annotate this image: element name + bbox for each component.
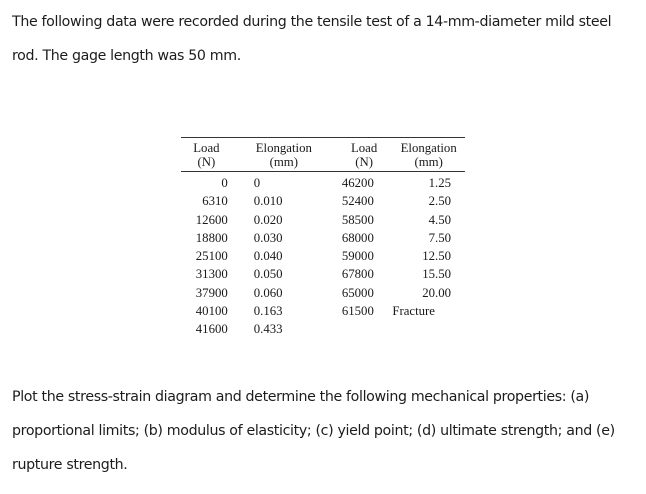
load-cell: 41600 (195, 322, 228, 337)
header-elongation-2: Elongation (mm) (400, 141, 457, 169)
elongation-cell: 1.25 (428, 176, 451, 190)
elongation-cell: 0.020 (253, 212, 283, 227)
elongation-cell: 0.060 (253, 285, 283, 300)
header-elongation-1: Elongation (mm) (255, 141, 312, 169)
load-cell: 59000 (341, 249, 374, 264)
elongation-cell: 0.010 (253, 194, 283, 209)
elongation-cell: 0.433 (253, 322, 283, 337)
elongation-cell: 0.050 (253, 267, 283, 282)
table-row (181, 229, 465, 247)
load-cell: 0 (221, 176, 228, 190)
elongation-cell: 0.040 (253, 249, 283, 264)
load-cell: 67800 (341, 267, 374, 282)
load-cell: 37900 (195, 285, 228, 300)
elongation-cell: 12.50 (422, 249, 451, 264)
elongation-cell: 15.50 (422, 267, 451, 282)
table-row (181, 192, 465, 210)
load-cell: 61500 (341, 304, 374, 319)
elongation-cell: 4.50 (428, 212, 451, 227)
header-load-1: Load (N) (193, 141, 220, 169)
empty-cell (336, 320, 392, 338)
load-cell: 12600 (195, 212, 228, 227)
header-load-2: Load (N) (350, 141, 378, 169)
elongation-cell: 0.030 (253, 230, 283, 245)
elongation-cell: 2.50 (428, 194, 451, 209)
load-cell: 58500 (341, 212, 374, 227)
table-row (181, 284, 465, 302)
load-cell: 68000 (341, 230, 374, 245)
table-row (181, 247, 465, 265)
table-header-row (181, 138, 465, 172)
load-cell: 25100 (195, 249, 228, 264)
load-cell: 52400 (341, 194, 374, 209)
table-row (181, 265, 465, 283)
table-row (181, 320, 465, 338)
load-cell: 18800 (195, 230, 228, 245)
load-cell: 46200 (341, 176, 374, 190)
load-cell: 65000 (341, 285, 374, 300)
table-row (181, 302, 465, 320)
elongation-cell: 0 (253, 176, 261, 190)
load-cell: 6310 (202, 194, 228, 209)
elongation-cell: 7.50 (428, 230, 451, 245)
task-statement: Plot the stress-strain diagram and determine the following mechanical properties: (a) proportional limits; (b) modulus of elasticity; (c) yield point; (d) ultimate strength; and (e) rupture strength. (12, 389, 615, 473)
elongation-cell: 0.163 (253, 304, 283, 319)
table-row (181, 172, 465, 193)
problem-statement: The following data were recorded during the tensile test of a 14-mm-diameter mild steel rod. The gage length was 50 mm. (12, 14, 612, 64)
load-cell: 31300 (195, 267, 228, 282)
elongation-cell: 20.00 (422, 285, 451, 300)
load-cell: 40100 (195, 304, 228, 319)
fracture-label: Fracture (392, 304, 435, 319)
tensile-test-data-table (181, 137, 465, 339)
empty-cell (392, 320, 465, 338)
table-row (181, 211, 465, 229)
